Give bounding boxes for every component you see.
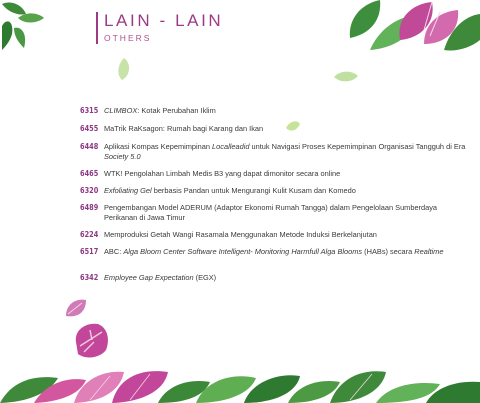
entry-title-part: : Kotak Perubahan Iklim (137, 106, 216, 115)
entry-title (104, 247, 466, 257)
entry-title (104, 186, 466, 196)
tropical-leaves-bottom-icon (0, 364, 480, 403)
small-leaf-icon (116, 58, 132, 82)
entry-code: 6315 (80, 106, 99, 115)
entry-title-part: Alga Bloom Center Software Intelligent- Monitoring Harmfull Alga Blooms (123, 247, 363, 256)
entry-title-part: Memproduksi Getah Wangi Rasamala Menggunakan Metode Induksi Berkelanjutan (104, 230, 377, 239)
tropical-leaves-top-right-icon (340, 0, 480, 54)
monstera-leaf-icon (72, 322, 110, 360)
entry-code: 6448 (80, 142, 99, 151)
pink-leaf-icon (64, 298, 88, 320)
entry-title-part: Localleadid (212, 142, 250, 151)
entry-code: 6489 (80, 203, 99, 212)
small-leaf-icon (334, 70, 358, 84)
entry-title-part: berbasis Pandan untuk Mengurangi Kulit Kusam dan Komedo (151, 186, 356, 195)
entry-title-part: (EGX) (193, 273, 217, 282)
entry-title-part: (HABs) secara (362, 247, 415, 256)
entry-code: 6517 (80, 247, 99, 256)
leaf-cluster-top-left-icon (0, 0, 48, 52)
entry-title-part: untuk Navigasi Proses Kepemimpinan Organisasi Tangguh di Era (249, 142, 466, 151)
entry-title (104, 203, 466, 223)
entry-title-part: MaTrik RaKsagon: Rumah bagi Karang dan Ikan (104, 124, 264, 133)
entry-title-part: Society 5.0 (104, 152, 141, 161)
entry-title (104, 230, 466, 240)
entry-code: 6342 (80, 273, 99, 282)
entry-title-part: ABC: (104, 247, 124, 256)
entry-title-part: Pengembangan Model ADERUM (Adaptor Ekonomi Rumah Tangga) dalam Pengelolaan Sumberdaya Perikanan di Jawa Timur (104, 203, 438, 222)
page-subtitle: OTHERS (104, 33, 152, 43)
entry-title (104, 106, 466, 116)
entry-code: 6224 (80, 230, 99, 239)
entry-code: 6465 (80, 169, 99, 178)
entry-title-part: Aplikasi Kompas Kepemimpinan (104, 142, 213, 151)
entry-code: 6320 (80, 186, 99, 195)
entry-title-part: CLIMBOX (104, 106, 138, 115)
entry-code: 6455 (80, 124, 99, 133)
entry-title-part: Realtime (414, 247, 444, 256)
entry-title-part: Employee Gap Expectation (104, 273, 194, 282)
entry-title (104, 273, 466, 283)
entry-title-part: WTK! Pengolahan Limbah Medis B3 yang dapat dimonitor secara online (104, 169, 341, 178)
entry-title (104, 142, 466, 162)
entry-title (104, 169, 466, 179)
page-title: LAIN - LAIN (104, 11, 224, 30)
entry-title-part: Exfoliating Gel (104, 186, 152, 195)
title-accent-bar (96, 12, 98, 44)
entry-title (104, 124, 466, 134)
